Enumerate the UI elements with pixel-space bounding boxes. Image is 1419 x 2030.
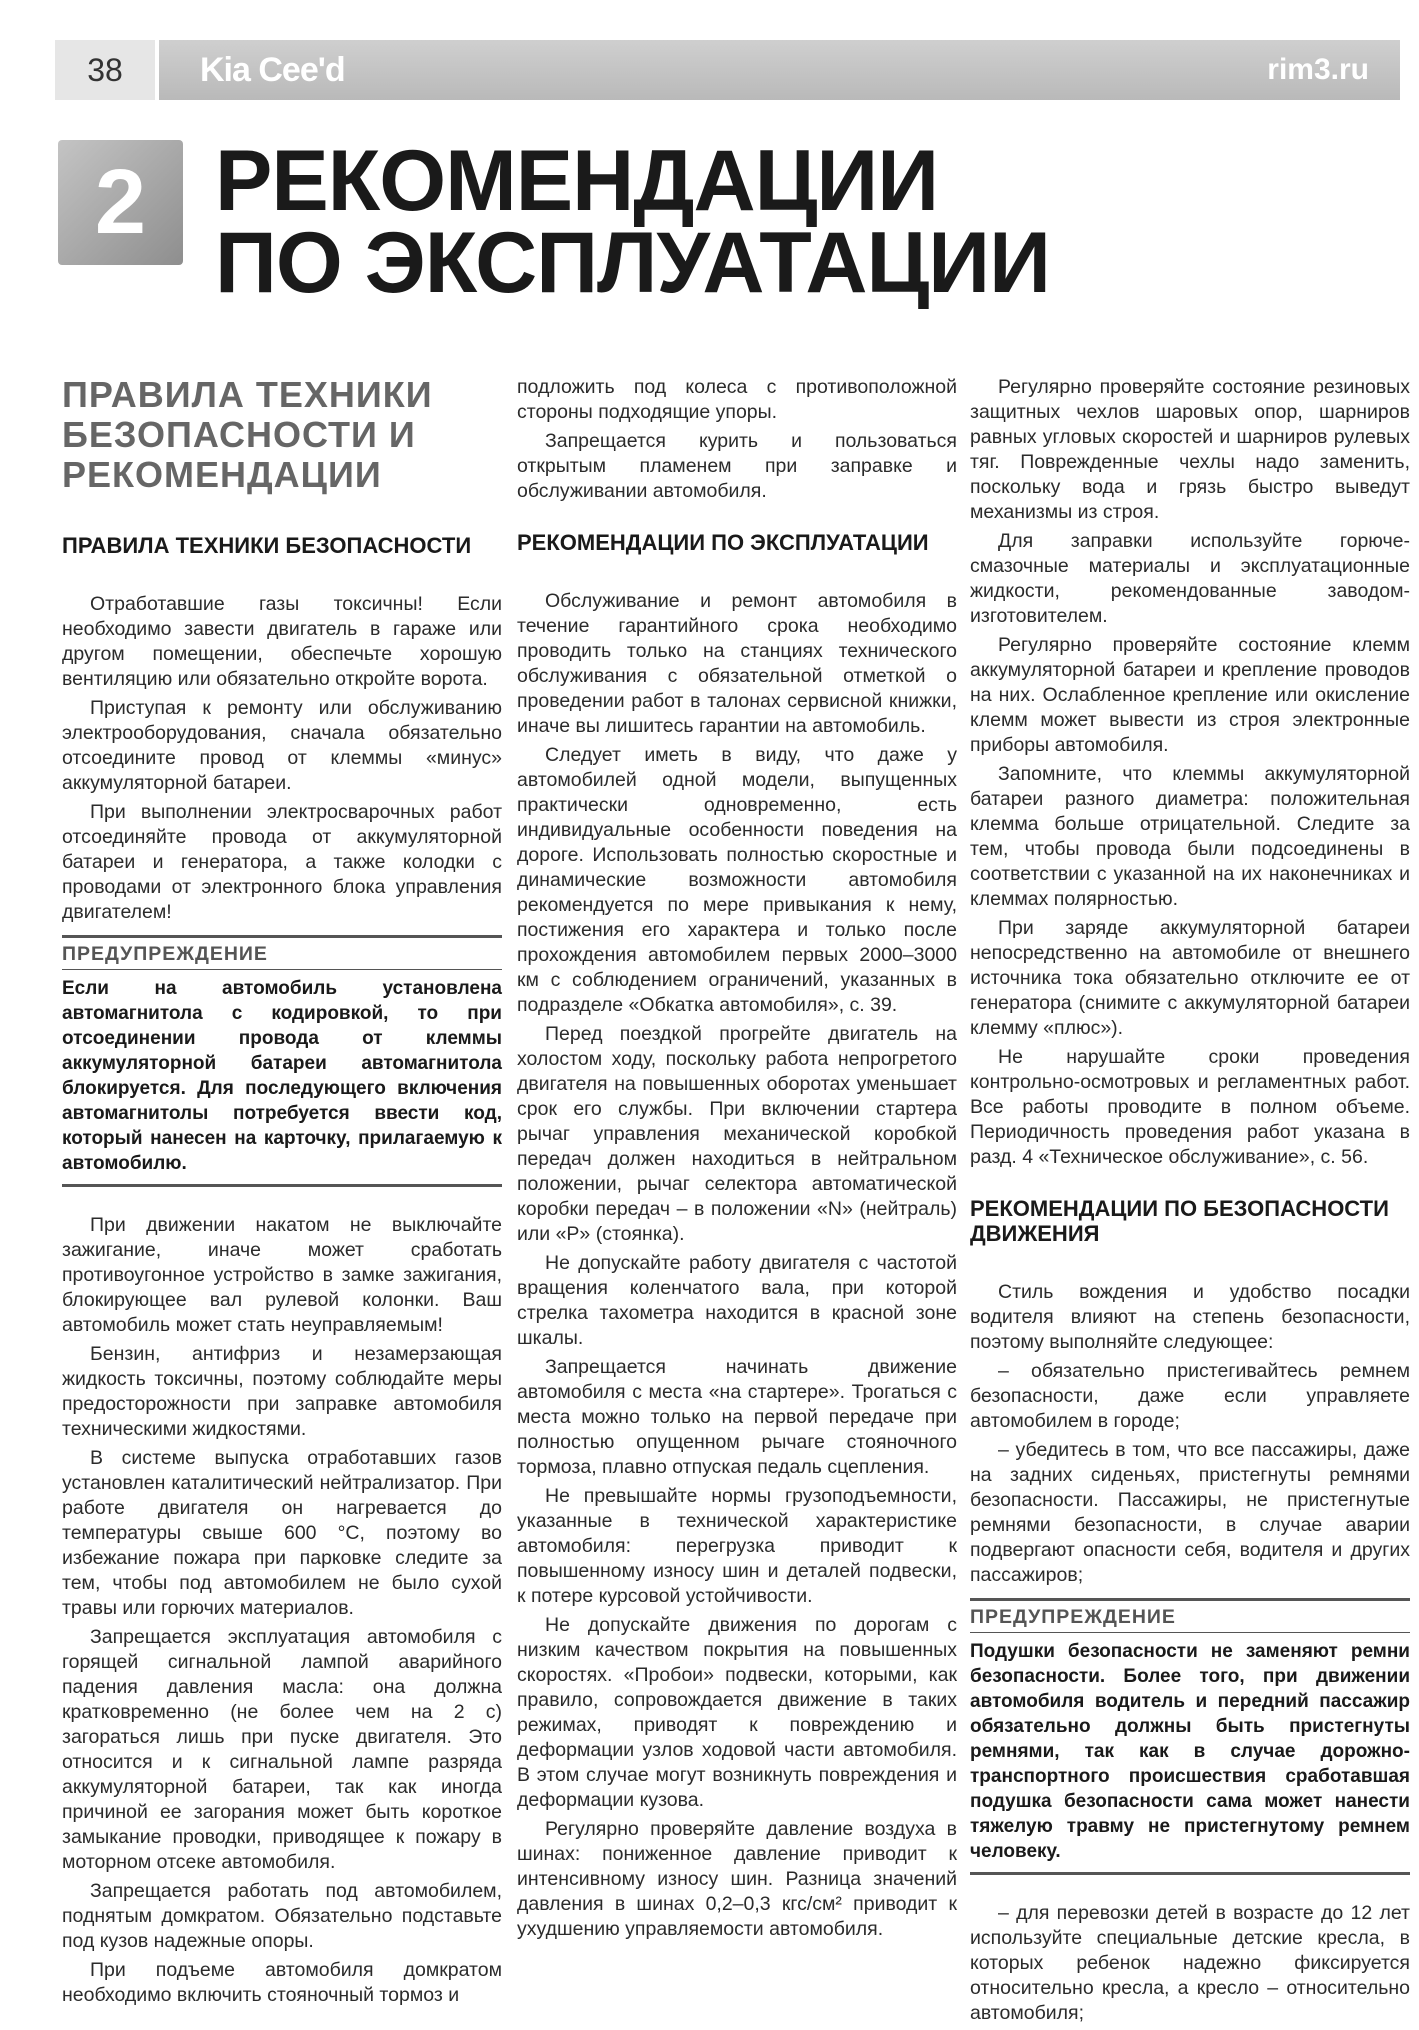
paragraph: подложить под колеса с противоположной стороны подходящие упоры. bbox=[517, 376, 957, 423]
paragraph: Обслуживание и ремонт автомобиля в течение гарантийного срока необходимо проводить только на станциях технического обслуживания с обязательной отметкой о проведении работ в талонах сервисной книжки, иначе вы лишитесь гарантии на автомобиль. bbox=[517, 590, 957, 737]
paragraph: Регулярно проверяйте состояние резиновых защитных чехлов шаровых опор, шарниров равных угловых скоростей и шарниров рулевых тяг. Поврежденные чехлы надо заменить, поскольку вода и грязь быстро выведут механизмы из строя. bbox=[970, 376, 1410, 523]
warning-title: ПРЕДУПРЕЖДЕНИЕ bbox=[62, 938, 502, 970]
column-3 bbox=[970, 375, 1410, 2030]
chapter-title-line2: ПО ЭКСПЛУАТАЦИИ bbox=[215, 215, 1050, 311]
paragraph: При движении накатом не выключайте зажигание, иначе может сработать противоугонное устройство в замке зажигания, блокирующее вал рулевой колонки. Ваш автомобиль может стать неуправляемым! bbox=[62, 1214, 502, 1336]
warning-box bbox=[970, 1598, 1410, 1875]
paragraph: Регулярно проверяйте давление воздуха в шинах: пониженное давление приводит к интенсивному износу шин. Разница значений давления в шинах 0,2–0,3 кгс/см² приводит к ухудшению управляемости автомобиля. bbox=[517, 1818, 957, 1940]
paragraph: Стиль вождения и удобство посадки водителя влияют на степень безопасности, поэтому выполняйте следующее: bbox=[970, 1281, 1410, 1353]
page-number: 38 bbox=[87, 52, 123, 88]
subsection-title: РЕКОМЕНДАЦИИ ПО БЕЗОПАСНОСТИ ДВИЖЕНИЯ bbox=[970, 1196, 1389, 1246]
site-name: rim3.ru bbox=[1267, 53, 1369, 86]
paragraph: Регулярно проверяйте состояние клемм аккумуляторной батареи и крепление проводов на них. Ослабленное крепление или окисление клемм может вывести из строя электронные приборы автомобиля. bbox=[970, 634, 1410, 756]
brand-title: Kia Cee'd bbox=[200, 51, 345, 89]
paragraph: – обязательно пристегивайтесь ремнем безопасности, даже если управляете автомобилем в городе; bbox=[970, 1360, 1410, 1432]
paragraph: Не допускайте работу двигателя с частотой вращения коленчатого вала, при которой стрелка тахометра находится в красной зоне шкалы. bbox=[517, 1252, 957, 1349]
column-1 bbox=[62, 375, 502, 2012]
paragraph: Следует иметь в виду, что даже у автомобилей одной модели, выпущенных практически одновременно, есть индивидуальные особенности поведения на дороге. Использовать полностью скоростные и динамические возможности автомобиля рекомендуется по мере привыкания к нему, постижения его характера и только после прохождения автомобилем первых 2000–3000 км с соблюдением ограничений, указанных в подразделе «Обкатка автомобиля», с. 39. bbox=[517, 744, 957, 1016]
paragraph: Запрещается эксплуатация автомобиля с горящей сигнальной лампой аварийного падения давления масла: она должна кратковременно (не более чем на 2 с) загораться лишь при пуске двигателя. Это относится и к сигнальной лампе разряда аккумуляторной батареи, так как иногда причиной ее загорания может быть короткое замыкание проводки, приводящее к пожару в моторном отсеке автомобиля. bbox=[62, 1626, 502, 1873]
paragraph: – убедитесь в том, что все пассажиры, даже на задних сиденьях, пристегнуты ремнями безопасности. Пассажиры, не пристегнутые ремнями безопасности, в случае аварии подвергают опасности себя, водителя и других пассажиров; bbox=[970, 1439, 1410, 1586]
paragraph: Перед поездкой прогрейте двигатель на холостом ходу, поскольку работа непрогретого двигателя на повышенных оборотах уменьшает срок его службы. При включении стартера рычаг управления механической коробкой передач должен находиться в нейтральном положении, рычаг селектора автоматической коробки передач – в положении «N» (нейтраль) или «P» (стоянка). bbox=[517, 1023, 957, 1245]
paragraph: Для заправки используйте горюче-смазочные материалы и эксплуатационные жидкости, рекомендованные заводом-изготовителем. bbox=[970, 530, 1410, 627]
paragraph: Бензин, антифриз и незамерзающая жидкость токсичны, поэтому соблюдайте меры предосторожности при заправке автомобиля техническими жидкостями. bbox=[62, 1343, 502, 1440]
paragraph: Запомните, что клеммы аккумуляторной батареи разного диаметра: положительная клемма больше отрицательной. Следите за тем, чтобы провода были подсоединены в соответствии с указанной на их наконечниках и клеммах полярностью. bbox=[970, 763, 1410, 910]
warning-title: ПРЕДУПРЕЖДЕНИЕ bbox=[970, 1601, 1410, 1633]
paragraph: При заряде аккумуляторной батареи непосредственно на автомобиле от внешнего источника тока обязательно отключите ее от генератора (снимите с аккумуляторной батареи клемму «плюс»). bbox=[970, 917, 1410, 1039]
subsection-title: РЕКОМЕНДАЦИИ ПО ЭКСПЛУАТАЦИИ bbox=[517, 530, 929, 555]
warning-text: Подушки безопасности не заменяют ремни безопасности. Более того, при движении автомобиля водитель и передний пассажир обязательно должны быть пристегнуты ремнями, так как в случае дорожно-транспортного происшествия сработавшая подушка безопасности сама может нанести тяжелую травму не пристегнутому ремнем человеку. bbox=[970, 1641, 1410, 1862]
paragraph: Запрещается курить и пользоваться открытым пламенем при заправке и обслуживании автомобиля. bbox=[517, 430, 957, 502]
paragraph: Не допускайте движения по дорогам с низким качеством покрытия на повышенных скоростях. «Пробои» подвески, которыми, как правило, сопровождается движение в таких режимах, приводят к повреждению и деформации узлов ходовой части автомобиля. В этом случае могут возникнуть повреждения и деформации кузова. bbox=[517, 1614, 957, 1811]
paragraph: Приступая к ремонту или обслуживанию электрооборудования, сначала обязательно отсоедините провод от клеммы «минус» аккумуляторной батареи. bbox=[62, 697, 502, 794]
chapter-title-line1: РЕКОМЕНДАЦИИ bbox=[215, 133, 939, 229]
paragraph: В системе выпуска отработавших газов установлен каталитический нейтрализатор. При работе двигателя он нагревается до температуры свыше 600 °С, поэтому во избежание пожара при парковке следите за тем, чтобы под автомобилем не было сухой травы или горючих материалов. bbox=[62, 1447, 502, 1619]
paragraph: При подъеме автомобиля домкратом необходимо включить стояночный тормоз и bbox=[62, 1959, 502, 2006]
warning-box bbox=[62, 935, 502, 1187]
subsection-title: ПРАВИЛА ТЕХНИКИ БЕЗОПАСНОСТИ bbox=[62, 533, 472, 558]
paragraph: Не нарушайте сроки проведения контрольно-осмотровых и регламентных работ. Все работы проводите в полном объеме. Периодичность проведения работ указана в разд. 4 «Техническое обслуживание», с. 56. bbox=[970, 1046, 1410, 1168]
paragraph: – для перевозки детей в возрасте до 12 лет используйте специальные детские кресла, в которых ребенок надежно фиксируется относительно кресла, а кресло – относительно автомобиля; bbox=[970, 1902, 1410, 2024]
section-title: ПРАВИЛА ТЕХНИКИ БЕЗОПАСНОСТИ И РЕКОМЕНДАЦИИ bbox=[62, 374, 433, 495]
paragraph: Запрещается начинать движение автомобиля с места «на стартере». Трогаться с места можно только на первой передаче при полностью опущенном рычаге стояночного тормоза, плавно отпуская педаль сцепления. bbox=[517, 1356, 957, 1478]
paragraph: Не превышайте нормы грузоподъемности, указанные в технической характеристике автомобиля: перегрузка приводит к повышенному износу шин и деталей подвески, к потере курсовой устойчивости. bbox=[517, 1485, 957, 1607]
paragraph: Запрещается работать под автомобилем, поднятым домкратом. Обязательно подставьте под кузов надежные опоры. bbox=[62, 1880, 502, 1952]
warning-text: Если на автомобиль установлена автомагнитола с кодировкой, то при отсоединении провода от клеммы аккумуляторной батареи автомагнитола блокируется. Для последующего включения автомагнитолы потребуется ввести код, который нанесен на карточку, прилагаемую к автомобилю. bbox=[62, 978, 502, 1174]
chapter-number: 2 bbox=[94, 151, 147, 253]
paragraph: Отработавшие газы токсичны! Если необходимо завести двигатель в гараже или другом помещении, обеспечьте хорошую вентиляцию или обязательно откройте ворота. bbox=[62, 593, 502, 690]
chapter-title bbox=[215, 133, 1365, 311]
column-2 bbox=[517, 375, 957, 1946]
paragraph: При выполнении электросварочных работ отсоединяйте провода от аккумуляторной батареи и генератора, а также колодки с проводами от электронного блока управления двигателем! bbox=[62, 801, 502, 923]
